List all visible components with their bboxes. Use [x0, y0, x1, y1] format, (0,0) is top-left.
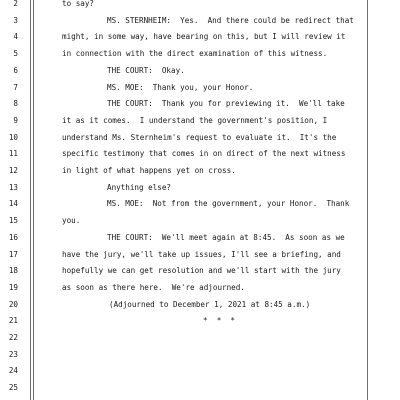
line-text: you.: [62, 216, 81, 226]
line-number: 3: [13, 15, 18, 25]
transcript-line: [0, 279, 400, 297]
line-number: 20: [8, 299, 18, 309]
transcript-line: [0, 129, 400, 147]
transcript-line: [0, 12, 400, 30]
transcript-line: [0, 229, 400, 247]
line-number: 12: [8, 166, 18, 175]
line-text: it as it comes. I understand the government's position, I: [62, 115, 328, 125]
transcript-line: [0, 362, 400, 380]
transcript-line: [0, 246, 400, 264]
transcript-line: [0, 195, 400, 213]
transcript-line: [0, 346, 400, 364]
transcript-line: [0, 329, 400, 347]
line-text: in connection with the direct examination of this witness.: [62, 49, 328, 59]
line-number: 25: [8, 383, 18, 393]
line-text: to say?: [62, 0, 95, 8]
line-number: 22: [8, 333, 18, 342]
line-text: MS. MOE: Not from the government, your Honor. Thank: [107, 199, 350, 209]
transcript-line: [0, 179, 400, 197]
line-text: MS. STERNHEIM: Yes. And there could be redirect that: [107, 15, 354, 25]
transcript-line: [0, 62, 400, 80]
line-number: 6: [13, 65, 18, 75]
line-text: (Adjourned to December 1, 2021 at 8:45 a.m.): [109, 299, 311, 309]
line-number: 10: [8, 132, 18, 142]
line-text: in light of what happens yet on cross.: [62, 166, 236, 175]
transcript-line: [0, 145, 400, 163]
line-number: 23: [8, 349, 18, 359]
line-number: 16: [8, 232, 18, 242]
transcript-line: [0, 312, 400, 330]
transcript-line: [0, 296, 400, 314]
line-number: 18: [8, 266, 18, 276]
transcript-line: [0, 212, 400, 230]
line-text: Anything else?: [107, 182, 172, 192]
line-text: as soon as there here. We're adjourned.: [62, 282, 245, 292]
line-text: understand Ms. Sternheim's request to evaluate it. It's the: [62, 132, 337, 142]
transcript-line: [0, 162, 400, 180]
line-text: MS. MOE: Thank you, your Honor.: [107, 82, 254, 92]
line-number: 2: [13, 0, 18, 8]
line-number: 21: [8, 316, 18, 326]
transcript-line: [0, 262, 400, 280]
line-text: * * *: [203, 316, 236, 326]
transcript-line: [0, 45, 400, 63]
line-number: 17: [8, 249, 18, 259]
line-text: THE COURT: Thank you for previewing it. We'll take: [107, 99, 345, 109]
line-text: specific testimony that comes in on direct of the next witness: [62, 149, 346, 159]
line-number: 5: [13, 49, 18, 59]
line-number: 19: [8, 282, 18, 292]
transcript-line: [0, 28, 400, 46]
line-number: 9: [13, 115, 18, 125]
line-number: 13: [8, 182, 18, 192]
line-text: might, in some way, have bearing on this, but I will review it: [62, 32, 346, 42]
line-number: 7: [13, 82, 18, 92]
transcript-line: [0, 95, 400, 113]
line-text: THE COURT: Okay.: [107, 65, 185, 75]
line-number: 8: [13, 99, 18, 109]
line-text: hopefully we can get resolution and we'll start with the jury: [62, 266, 341, 276]
transcript-line: [0, 379, 400, 397]
line-text: THE COURT: We'll meet again at 8:45. As soon as we: [107, 232, 345, 242]
line-text: have the jury, we'll take up issues, I'll see a briefing, and: [62, 249, 341, 259]
line-number: 11: [8, 149, 18, 159]
line-number: 15: [8, 216, 18, 226]
transcript-line: [0, 79, 400, 97]
line-number: 4: [13, 32, 18, 42]
line-number: 24: [8, 366, 18, 376]
line-number: 14: [8, 199, 18, 209]
transcript-line: [0, 112, 400, 130]
